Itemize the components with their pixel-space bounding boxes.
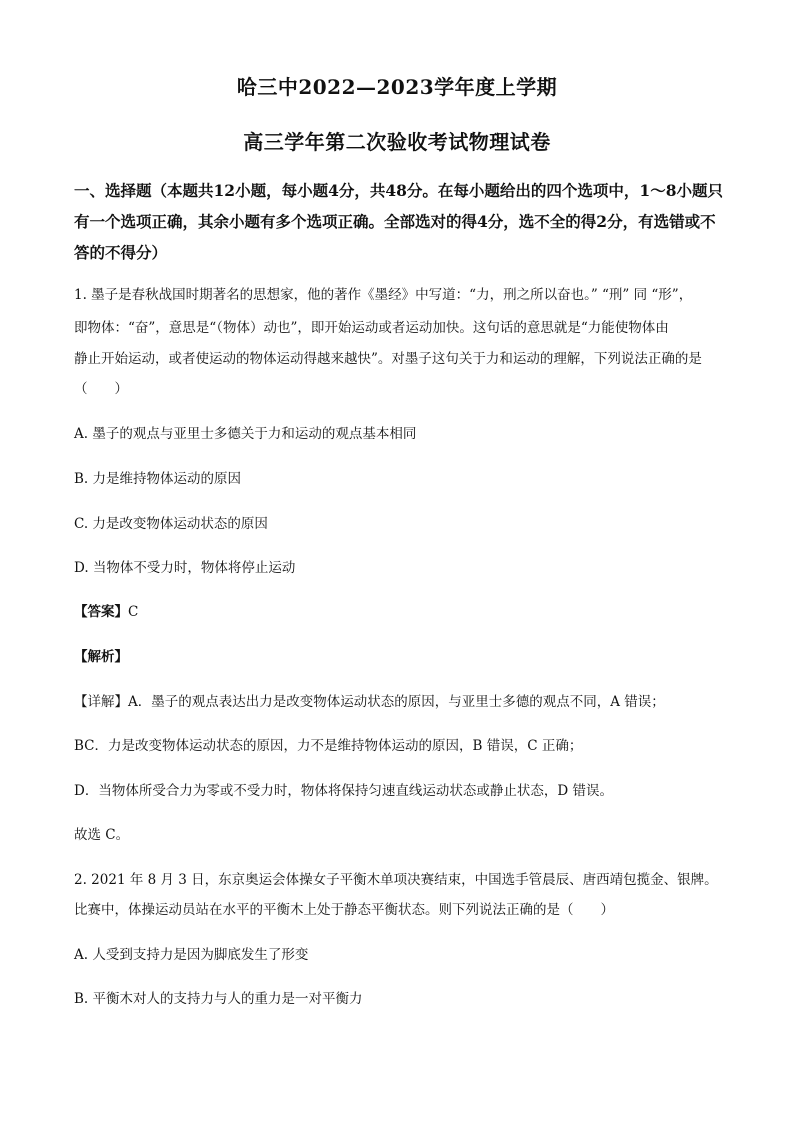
q1-stem-line-2: 即物体：“奋”，意思是“（物体）动也”，即开始运动或者运动加快。这句话的意思就是“力能使物体由 (74, 320, 669, 336)
q1-answer (74, 600, 138, 620)
answer-value: C (128, 604, 139, 620)
exam-subtitle: 高三学年第二次验收考试物理试卷 (243, 130, 551, 154)
answer-label: 【答案】 (74, 604, 128, 620)
q2-option-a: A. 人受到支持力是因为脚底发生了形变 (74, 947, 309, 963)
q2-stem-line-2: 比赛中，体操运动员站在水平的平衡木上处于静态平衡状态。则下列说法正确的是（ ） (74, 902, 614, 918)
section-heading: 一、选择题（本题共12小题，每小题4分，共48分。在每小题给出的四个选项中，1～8小题只有一个选项正确，其余小题有多个选项正确。全部选对的得4分，选不全的得2分，有选错或不答的不得分） (74, 181, 723, 262)
q1-detail-line-2: BC．力是改变物体运动状态的原因，力不是维持物体运动的原因，B 错误，C 正确； (74, 738, 583, 754)
q1-analysis-label: 【解析】 (74, 649, 128, 665)
q2-option-b: B. 平衡木对人的支持力与人的重力是一对平衡力 (74, 991, 363, 1007)
q1-stem-line-4: （ ） (74, 381, 128, 397)
q1-option-c: C. 力是改变物体运动状态的原因 (74, 516, 268, 532)
q2-stem-line-1: 2. 2021 年 8 月 3 日，东京奥运会体操女子平衡木单项决赛结束，中国选手管晨辰、唐西靖包揽金、银牌。 (74, 872, 718, 888)
q1-detail-line-3: D．当物体所受合力为零或不受力时，物体将保持匀速直线运动状态或静止状态，D 错误。 (74, 783, 613, 799)
q1-stem-line-3: 静止开始运动，或者使运动的物体运动得越来越快”。对墨子这句关于力和运动的理解，下列说法正确的是 (74, 351, 702, 367)
q1-stem-line-1: 1. 墨子是春秋战国时期著名的思想家，他的著作《墨经》中写道：“力，刑之所以奋也。” “刑” 同 “形”， (74, 287, 693, 303)
q1-option-b: B. 力是维持物体运动的原因 (74, 471, 242, 487)
exam-title: 哈三中2022—2023学年度上学期 (236, 75, 558, 99)
q1-detail-line-4: 故选 C。 (74, 827, 130, 843)
q1-detail-line-1: 【详解】A．墨子的观点表达出力是改变物体运动状态的原因，与亚里士多德的观点不同，A 错误； (74, 694, 665, 710)
q1-option-d: D. 当物体不受力时，物体将停止运动 (74, 560, 296, 576)
q1-option-a: A. 墨子的观点与亚里士多德关于力和运动的观点基本相同 (74, 426, 417, 442)
